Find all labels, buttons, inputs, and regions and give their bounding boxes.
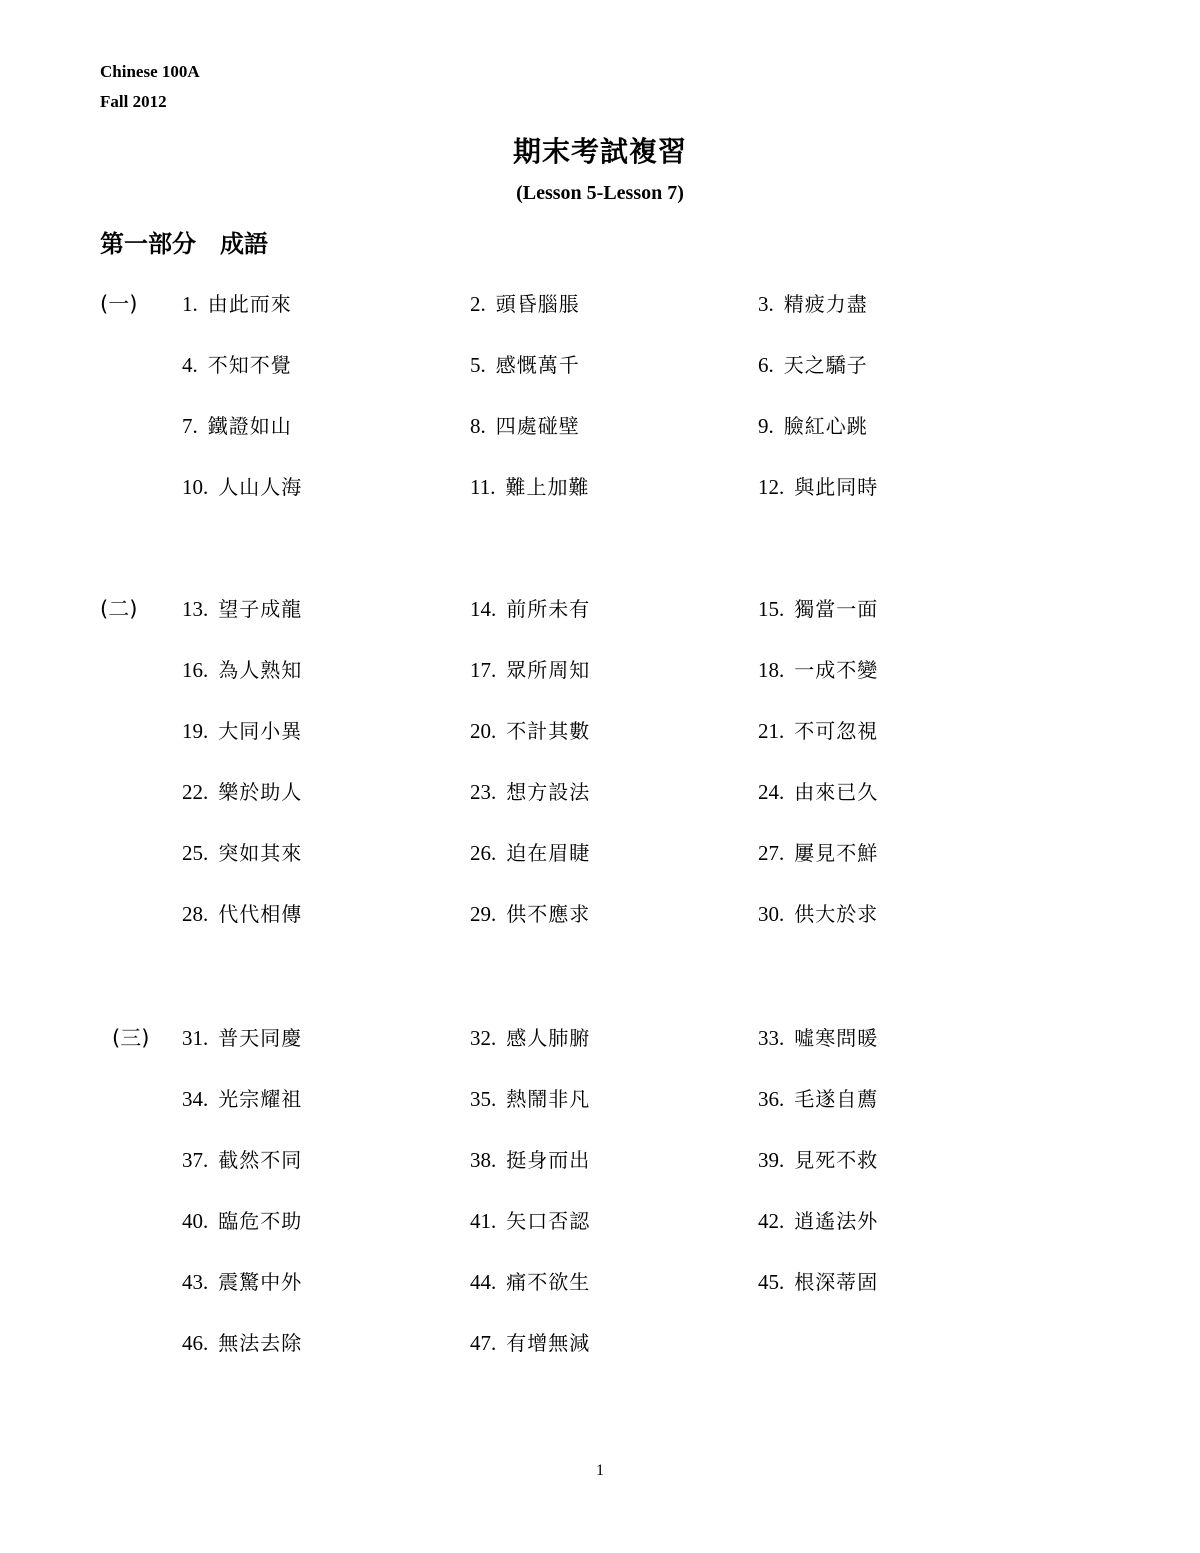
idiom-number: 22. xyxy=(182,780,209,804)
idiom-number: 45. xyxy=(758,1270,785,1294)
idiom-number: 46. xyxy=(182,1331,209,1355)
idiom-item xyxy=(470,593,590,622)
idiom-number: 26. xyxy=(470,841,497,865)
idiom-text: 普天同慶 xyxy=(218,1026,303,1050)
idiom-number: 2. xyxy=(470,292,486,316)
idiom-item xyxy=(758,471,878,500)
idiom-item xyxy=(470,654,590,683)
idiom-number: 4. xyxy=(182,353,198,377)
idiom-text: 代代相傳 xyxy=(218,902,303,926)
idiom-text: 迫在眉睫 xyxy=(506,841,591,865)
idiom-number: 43. xyxy=(182,1270,209,1294)
page-subtitle: (Lesson 5-Lesson 7) xyxy=(516,182,684,204)
group-label: (二) xyxy=(100,597,138,621)
idiom-text: 頭昏腦脹 xyxy=(495,292,580,316)
idiom-item xyxy=(470,776,590,805)
idiom-text: 熱鬧非凡 xyxy=(506,1087,591,1111)
idiom-number: 17. xyxy=(470,658,497,682)
idiom-number: 44. xyxy=(470,1270,497,1294)
idiom-text: 見死不救 xyxy=(794,1148,879,1172)
idiom-item xyxy=(758,288,868,317)
idiom-item xyxy=(182,1205,302,1234)
idiom-item xyxy=(470,349,580,378)
idiom-text: 臉紅心跳 xyxy=(783,414,868,438)
idiom-number: 41. xyxy=(470,1209,497,1233)
idiom-number: 40. xyxy=(182,1209,209,1233)
idiom-item xyxy=(470,1022,590,1051)
idiom-number: 33. xyxy=(758,1026,785,1050)
idiom-text: 逍遙法外 xyxy=(794,1209,879,1233)
idiom-number: 35. xyxy=(470,1087,497,1111)
idiom-number: 27. xyxy=(758,841,785,865)
idiom-text: 屢見不鮮 xyxy=(794,841,879,865)
idiom-number: 6. xyxy=(758,353,774,377)
idiom-text: 矢口否認 xyxy=(506,1209,591,1233)
idiom-text: 有增無減 xyxy=(506,1331,591,1355)
idiom-number: 14. xyxy=(470,597,497,621)
idiom-text: 痛不欲生 xyxy=(506,1270,591,1294)
idiom-text: 望子成龍 xyxy=(218,597,303,621)
idiom-number: 16. xyxy=(182,658,209,682)
idiom-item xyxy=(182,776,302,805)
idiom-item xyxy=(470,898,590,927)
idiom-number: 12. xyxy=(758,475,785,499)
idiom-number: 8. xyxy=(470,414,486,438)
term-label: Fall 2012 xyxy=(100,92,167,111)
idiom-item xyxy=(182,349,292,378)
idiom-number: 15. xyxy=(758,597,785,621)
idiom-number: 7. xyxy=(182,414,198,438)
idiom-number: 13. xyxy=(182,597,209,621)
idiom-number: 24. xyxy=(758,780,785,804)
idiom-number: 29. xyxy=(470,902,497,926)
idiom-item xyxy=(758,837,878,866)
idiom-item xyxy=(182,593,302,622)
idiom-text: 為人熟知 xyxy=(218,658,303,682)
idiom-text: 突如其來 xyxy=(218,841,303,865)
idiom-number: 3. xyxy=(758,292,774,316)
idiom-item xyxy=(470,837,590,866)
idiom-item xyxy=(758,715,878,744)
idiom-item xyxy=(182,410,292,439)
idiom-item xyxy=(182,1327,302,1356)
idiom-item xyxy=(182,1022,302,1051)
idiom-text: 供大於求 xyxy=(794,902,879,926)
group-label: (一) xyxy=(100,292,138,316)
idiom-item xyxy=(758,654,878,683)
idiom-item xyxy=(470,1327,590,1356)
idiom-number: 42. xyxy=(758,1209,785,1233)
idiom-text: 毛遂自薦 xyxy=(794,1087,879,1111)
page-number: 1 xyxy=(596,1462,604,1479)
idiom-item xyxy=(758,1266,878,1295)
idiom-item xyxy=(758,776,878,805)
idiom-item xyxy=(182,837,302,866)
idiom-item xyxy=(182,715,302,744)
idiom-text: 不知不覺 xyxy=(207,353,292,377)
idiom-text: 前所未有 xyxy=(506,597,591,621)
idiom-number: 38. xyxy=(470,1148,497,1172)
idiom-item xyxy=(470,410,580,439)
idiom-text: 想方設法 xyxy=(506,780,591,804)
idiom-number: 5. xyxy=(470,353,486,377)
idiom-item xyxy=(758,1083,878,1112)
idiom-number: 25. xyxy=(182,841,209,865)
idiom-number: 34. xyxy=(182,1087,209,1111)
idiom-text: 感人肺腑 xyxy=(506,1026,591,1050)
idiom-text: 光宗耀祖 xyxy=(218,1087,303,1111)
idiom-number: 1. xyxy=(182,292,198,316)
idiom-text: 眾所周知 xyxy=(506,658,591,682)
idiom-item xyxy=(470,1083,590,1112)
idiom-number: 19. xyxy=(182,719,209,743)
idiom-number: 36. xyxy=(758,1087,785,1111)
idiom-number: 9. xyxy=(758,414,774,438)
idiom-item xyxy=(758,349,868,378)
idiom-item xyxy=(470,1144,590,1173)
idiom-text: 不可忽視 xyxy=(794,719,879,743)
idiom-item xyxy=(182,654,302,683)
idiom-text: 難上加難 xyxy=(505,475,590,499)
idiom-item xyxy=(470,288,580,317)
idiom-text: 鐵證如山 xyxy=(207,414,292,438)
idiom-item xyxy=(470,715,590,744)
idiom-item xyxy=(758,410,868,439)
idiom-text: 根深蒂固 xyxy=(794,1270,879,1294)
idiom-number: 23. xyxy=(470,780,497,804)
idiom-number: 32. xyxy=(470,1026,497,1050)
idiom-text: 挺身而出 xyxy=(506,1148,591,1172)
idiom-number: 28. xyxy=(182,902,209,926)
idiom-text: 臨危不助 xyxy=(218,1209,303,1233)
idiom-item xyxy=(758,1205,878,1234)
idiom-number: 10. xyxy=(182,475,209,499)
idiom-text: 天之驕子 xyxy=(783,353,868,377)
idiom-item xyxy=(182,1266,302,1295)
idiom-item xyxy=(758,1022,878,1051)
idiom-number: 37. xyxy=(182,1148,209,1172)
idiom-text: 無法去除 xyxy=(218,1331,303,1355)
idiom-item xyxy=(182,1144,302,1173)
idiom-number: 31. xyxy=(182,1026,209,1050)
idiom-text: 噓寒問暖 xyxy=(794,1026,879,1050)
idiom-number: 20. xyxy=(470,719,497,743)
idiom-text: 震驚中外 xyxy=(218,1270,303,1294)
idiom-text: 由來已久 xyxy=(794,780,879,804)
idiom-text: 人山人海 xyxy=(218,475,303,499)
idiom-text: 獨當一面 xyxy=(794,597,879,621)
idiom-number: 11. xyxy=(470,475,496,499)
idiom-item xyxy=(470,1266,590,1295)
idiom-text: 不計其數 xyxy=(506,719,591,743)
idiom-text: 大同小異 xyxy=(218,719,303,743)
group-label: (三) xyxy=(112,1026,150,1050)
idiom-number: 39. xyxy=(758,1148,785,1172)
page-title: 期末考試複習 xyxy=(512,137,687,168)
idiom-number: 18. xyxy=(758,658,785,682)
idiom-text: 精疲力盡 xyxy=(783,292,868,316)
idiom-number: 47. xyxy=(470,1331,497,1355)
idiom-number: 30. xyxy=(758,902,785,926)
course-name: Chinese 100A xyxy=(100,62,200,81)
idiom-item xyxy=(758,593,878,622)
idiom-item xyxy=(182,898,302,927)
idiom-item xyxy=(182,1083,302,1112)
idiom-text: 供不應求 xyxy=(506,902,591,926)
idiom-text: 截然不同 xyxy=(218,1148,303,1172)
idiom-item xyxy=(470,471,589,500)
idiom-text: 由此而來 xyxy=(207,292,292,316)
idiom-item xyxy=(182,288,292,317)
idiom-item xyxy=(470,1205,590,1234)
idiom-number: 21. xyxy=(758,719,785,743)
idiom-text: 與此同時 xyxy=(794,475,879,499)
idiom-text: 樂於助人 xyxy=(218,780,303,804)
idiom-item xyxy=(758,898,878,927)
idiom-text: 一成不變 xyxy=(794,658,879,682)
idiom-item xyxy=(758,1144,878,1173)
idiom-text: 四處碰壁 xyxy=(495,414,580,438)
section-heading: 第一部分 成語 xyxy=(100,232,268,258)
idiom-text: 感慨萬千 xyxy=(495,353,580,377)
idiom-item xyxy=(182,471,302,500)
